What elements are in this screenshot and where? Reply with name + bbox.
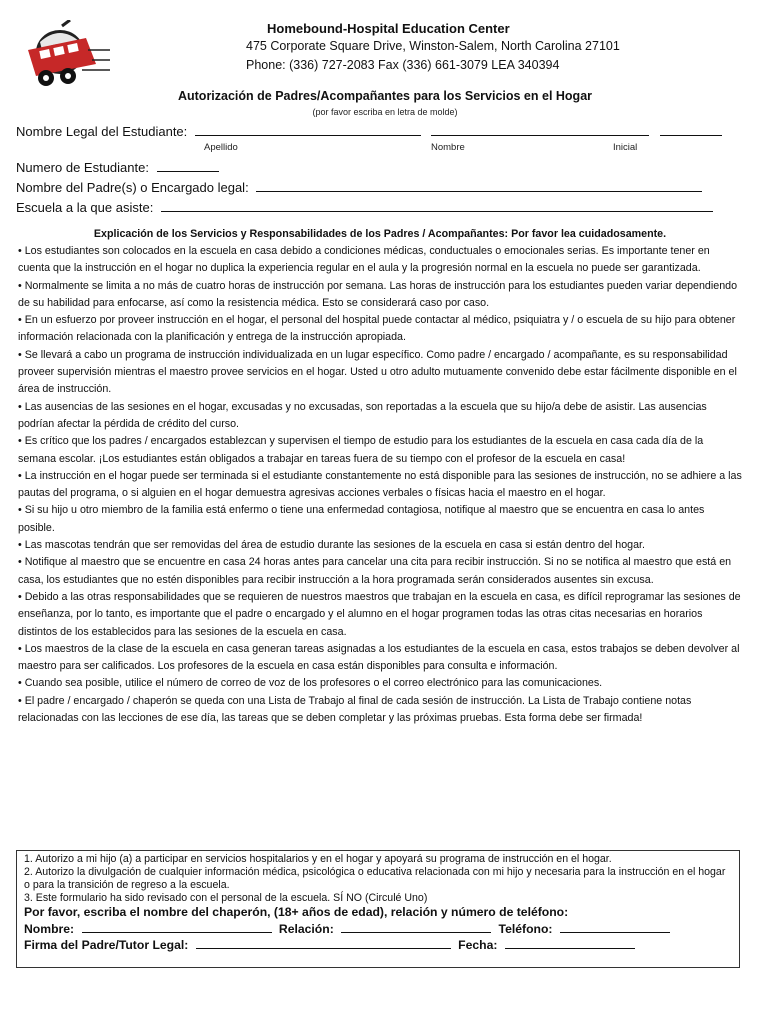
student-number-label: Numero de Estudiante: [16, 160, 149, 175]
signature-label: Firma del Padre/Tutor Legal: [24, 938, 189, 952]
date-field[interactable] [505, 937, 635, 949]
first-name-field[interactable] [431, 124, 649, 136]
parent-name-label: Nombre del Padre(s) o Encargado legal: [16, 180, 249, 195]
center-phone: Phone: (336) 727-2083 Fax (336) 661-3079 LEA 340394 [246, 58, 560, 72]
chaperone-prompt: Por favor, escriba el nombre del chaperón, (18+ años de edad), relación y número de teléfono: [24, 905, 569, 919]
last-name-field[interactable] [195, 124, 421, 136]
student-number-row [16, 160, 219, 176]
parent-name-field[interactable] [256, 180, 702, 192]
date-label: Fecha: [458, 938, 498, 952]
responsibility-item: • Cuando sea posible, utilice el número de correo de voz de los profesores o el correo electrónico para las comunicaciones. [18, 677, 603, 690]
responsibility-item: • Notifique al maestro que se encuentre en casa 24 horas antes para cancelar una cita para recibir instrucción. Si no se notifica al maestro que está en casa, los estudiantes que no estén disponibles para recibir instrucción a la hora programada serán considerados ausentes sin excusa. [18, 556, 732, 586]
responsibility-item: • Las mascotas tendrán que ser removidas del área de estudio durante las sesiones de la escuela en casa si están dentro del hogar. [18, 539, 645, 552]
responsibility-item: • Los estudiantes son colocados en la escuela en casa debido a condiciones médicas, conductuales o emocionales serias. Es importante tener en cuenta que la instrucción en el hogar no duplica la experiencia regular en el aula y la progresión normal en la escuela no puede ser garantizada. [18, 245, 710, 275]
signature-row [24, 937, 732, 954]
initial-field[interactable] [660, 124, 722, 136]
chaperone-row [24, 921, 732, 938]
chaperone-name-label: Nombre: [24, 921, 75, 936]
responsibility-item: • Normalmente se limita a no más de cuatro horas de instrucción por semana. Las horas de instrucción para los estudiantes pueden variar dependiendo de su habilidad para enfocarse, así como la resistencia médica. Esto se considerará caso por caso. [18, 279, 738, 309]
student-number-field[interactable] [157, 160, 219, 172]
signature-field[interactable] [196, 937, 451, 949]
sublabel-last-name: Apellido [204, 142, 238, 153]
phone-label: Teléfono: [498, 921, 553, 936]
center-address: 475 Corporate Square Drive, Winston-Salem, North Carolina 27101 [246, 39, 620, 53]
school-label: Escuela a la que asiste: [16, 200, 154, 215]
sublabel-first-name: Nombre [431, 142, 465, 153]
authorization-item-2: 2. Autorizo la divulgación de cualquier información médica, psicológica o educativa relacionada con mi hijo y necesaria para la instrucción en el hogar o para la transición de regreso a la escuela. [24, 866, 726, 891]
student-name-row [16, 124, 722, 140]
parent-name-row [16, 180, 702, 196]
school-field[interactable] [161, 200, 713, 212]
school-bus-logo-icon [22, 20, 112, 92]
responsibility-item: • Las ausencias de las sesiones en el hogar, excusadas y no excusadas, son reportadas a la escuela que su hijo/a debe de asistir. Las ausencias podrían afectar la pérdida de crédito del curso. [18, 400, 707, 430]
responsibility-item: • El padre / encargado / chaperón se queda con una Lista de Trabajo al final de cada sesión de instrucción. La Lista de Trabajo contiene notas relacionadas con las lecciones de ese día, las tareas que se deben completar y las próximas pruebas. Esta forma debe ser firmada! [18, 694, 692, 725]
form-subtitle: (por favor escriba en letra de molde) [312, 107, 458, 117]
authorization-item-1: 1. Autorizo a mi hijo (a) a participar en servicios hospitalarios y en el hogar y apoyará su programa de instrucción en el hogar. [24, 853, 612, 865]
phone-field[interactable] [560, 921, 670, 933]
form-title: Autorización de Padres/Acompañantes para los Servicios en el Hogar [177, 89, 593, 103]
letterhead [246, 20, 746, 75]
relation-label: Relación: [278, 921, 334, 936]
authorization-item-3: 3. Este formulario ha sido revisado con el personal de la escuela. SÍ NO (Circulé Uno) [24, 892, 428, 904]
responsibility-item: • En un esfuerzo por proveer instrucción en el hogar, el personal del hospital puede contactar al médico, psiquiatra y / o escuela de su hijo para obtener información relacionada con la planificación y entrega de la instrucción apropiada. [18, 314, 736, 344]
authorization-box [16, 850, 740, 968]
responsibility-item: • Si su hijo u otro miembro de la familia está enfermo o tiene una enfermedad contagiosa, notifique al maestro que se encuentra en casa lo antes posible. [18, 504, 705, 534]
responsibility-item: • Debido a las otras responsabilidades que se requieren de nuestros maestros que trabajan en la escuela en casa, es difícil reprogramar las sesiones de enseñanza, por lo tanto, es importante que el padre o encargado y el alumno en el hogar programen todas las otras citas necesarias en horarios distintos de los establecidos para las sesiones de la escuela en casa. [18, 590, 741, 638]
student-name-label: Nombre Legal del Estudiante: [16, 124, 188, 139]
responsibility-item: • Los maestros de la clase de la escuela en casa generan tareas asignadas a los estudiantes de la escuela en casa, estos trabajos se deben devolver al maestro para ser calificados. Los profesores de la escuela en casa están disponibles para consulta e información. [18, 642, 740, 673]
responsibility-item: • Se llevará a cabo un programa de instrucción individualizada en un lugar específico. Como padre / encargado / acompañante, es su responsabilidad proveer supervisión mientras el maestro provee servicios en el hogar. Usted u otro adulto mutuamente convenido debe estar fácilmente disponible en el área de instrucción. [18, 348, 737, 396]
responsibilities-section [18, 226, 742, 727]
responsibility-item: • Es crítico que los padres / encargados establezcan y supervisen el tiempo de estudio para los estudiantes de la escuela en casa cada día de la semana escolar. ¡Los estudiantes están obligados a trabajar en tareas fuera de su tiempo con el profesor de la escuela en casa! [18, 435, 704, 465]
center-name: Homebound-Hospital Education Center [267, 21, 510, 36]
chaperone-name-field[interactable] [82, 921, 272, 933]
school-row [16, 200, 713, 216]
relation-field[interactable] [341, 921, 491, 933]
responsibilities-heading: Explicación de los Servicios y Responsabilidades de los Padres / Acompañantes: Por favor lea cuidadosamente. [93, 228, 667, 240]
responsibility-item: • La instrucción en el hogar puede ser terminada si el estudiante constantemente no está disponible para las sesiones de instrucción, no se adhiere a las pautas del programa, o si alguien en el hogar demuestra agresivas acciones verbales o físicas hacia el maestro en el hogar. [18, 469, 742, 500]
sublabel-initial: Inicial [613, 142, 638, 153]
